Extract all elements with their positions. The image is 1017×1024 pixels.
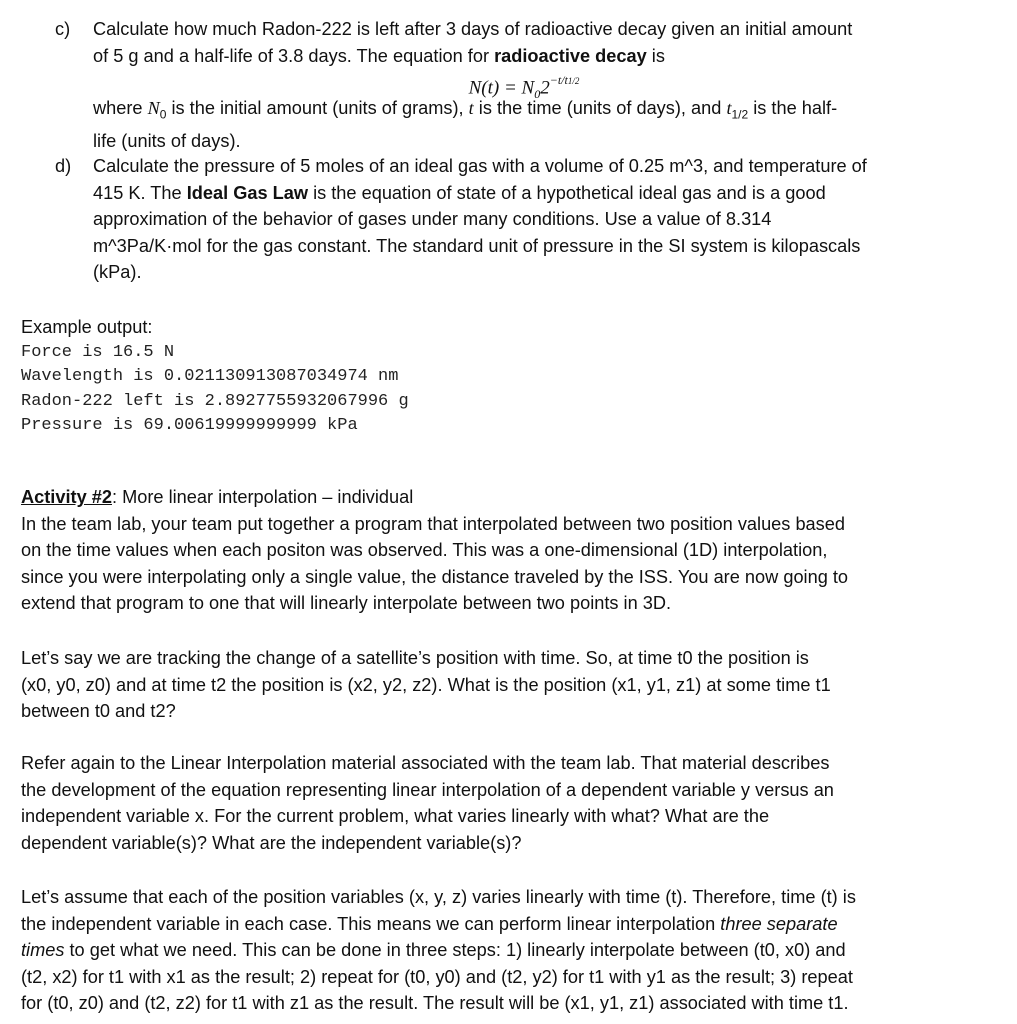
radioactive-decay-term: radioactive decay: [494, 45, 647, 66]
paragraph-line: for (t0, z0) and (t2, z2) for t1 with z1 as the result. The result will be (x1, y1, z1) associated with time t1.: [21, 993, 849, 1013]
example-output: [21, 314, 971, 439]
paragraph-line: extend that program to one that will linearly interpolate between two points in 3D.: [21, 593, 672, 613]
item-d-label: d): [55, 156, 72, 176]
paragraph-line: (t2, x2) for t1 with x1 as the result; 2) repeat for (t0, y0) and (t2, y2) for t1 with y1 as the result; 3) repeat: [21, 966, 853, 987]
paragraph-line: (x0, y0, z0) and at time t2 the position is (x2, y2, z2). What is the position (x1, y1, z1) at some time t1: [21, 674, 831, 695]
paragraph-line: Let’s say we are tracking the change of a satellite’s position with time. So, at time t0 the position is: [21, 648, 809, 668]
activity-section: [21, 484, 971, 617]
item-c-body: [93, 16, 975, 155]
item-d-line3: approximation of the behavior of gases under many conditions. Use a value of 8.314: [93, 209, 772, 229]
item-d-line4: m^3Pa/K·mol for the gas constant. The standard unit of pressure in the SI system is kilopascals: [93, 235, 861, 256]
item-d-body: [93, 153, 975, 286]
item-c-line2: of 5 g and a half-life of 3.8 days. The equation for radioactive decay is: [93, 45, 665, 66]
paragraph-line: since you were interpolating only a single value, the distance traveled by the ISS. You are now going to: [21, 566, 849, 587]
item-c-line4: life (units of days).: [93, 131, 241, 152]
paragraph-line: the development of the equation representing linear interpolation of a dependent variable y versus an: [21, 779, 834, 800]
paragraph-3: [21, 750, 971, 856]
decay-equation: $N(t) = N_02^{-t/t1/2}$: [468, 73, 580, 102]
item-c-label: c): [55, 19, 71, 39]
ideal-gas-law-term: Ideal Gas Law: [186, 182, 309, 203]
item-c-where-line: where $N_0$ is the initial amount (units of grams), t is the time (units of days), and $t_{1/2}$ is the half-: [93, 98, 838, 122]
paragraph-4: [21, 884, 971, 1017]
paragraph-line: dependent variable(s)? What are the independent variable(s)?: [21, 832, 522, 853]
item-d: [55, 153, 975, 286]
paragraph-line: independent variable x. For the current problem, what varies linearly with what? What are the: [21, 806, 770, 826]
example-line: Force is 16.5 N: [21, 342, 175, 362]
paragraph-line: In the team lab, your team put together a program that interpolated between two position values based: [21, 513, 845, 534]
example-line: Wavelength is 0.021130913087034974 nm: [21, 367, 399, 386]
item-d-line2: 415 K. The Ideal Gas Law is the equation of state of a hypothetical ideal gas and is a good: [93, 182, 826, 203]
example-line: Pressure is 69.00619999999999 kPa: [21, 416, 358, 435]
item-c: [55, 16, 975, 155]
item-d-line1: Calculate the pressure of 5 moles of an ideal gas with a volume of 0.25 m^3, and temperature of: [93, 156, 867, 176]
item-d-line5: (kPa).: [93, 262, 142, 282]
example-line: Radon-222 left is 2.8927755932067996 g: [21, 391, 409, 411]
example-heading: Example output:: [21, 317, 153, 337]
paragraph-line: between t0 and t2?: [21, 701, 176, 721]
item-c-line1: Calculate how much Radon-222 is left after 3 days of radioactive decay given an initial amount: [93, 19, 853, 39]
paragraph-line: times to get what we need. This can be done in three steps: 1) linearly interpolate between (t0, x0) and: [21, 940, 846, 960]
paragraph-line: on the time values when each positon was observed. This was a one-dimensional (1D) interpolation,: [21, 540, 828, 560]
paragraph-line: the independent variable in each case. This means we can perform linear interpolation three separate: [21, 913, 838, 934]
paragraph-2: [21, 645, 971, 725]
activity-title: Activity #2: More linear interpolation – individual: [21, 487, 414, 507]
paragraph-line: Let’s assume that each of the position variables (x, y, z) varies linearly with time (t). Therefore, time (t) is: [21, 887, 856, 907]
paragraph-line: Refer again to the Linear Interpolation material associated with the team lab. That material describes: [21, 753, 830, 773]
